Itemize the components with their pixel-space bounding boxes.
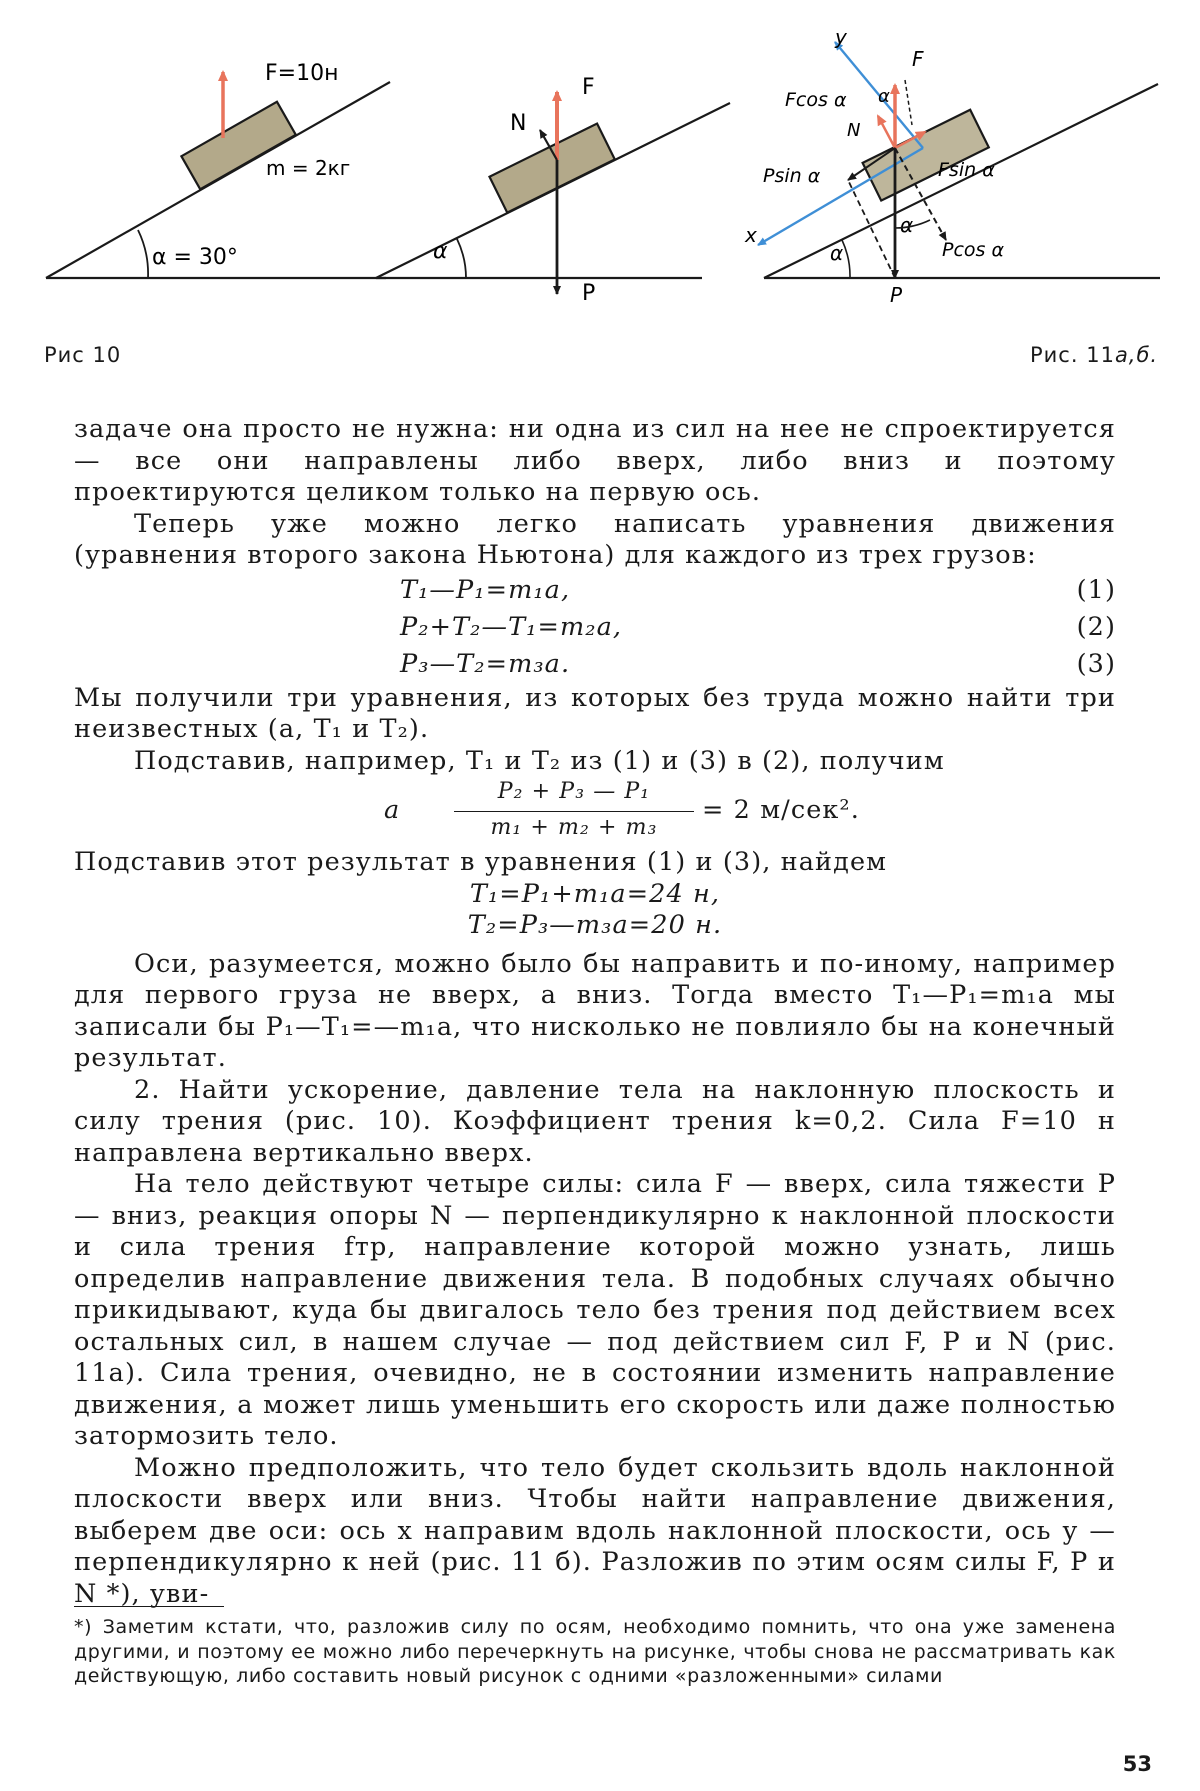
fig11b-fsin-label: Fsin α — [938, 159, 995, 181]
figure-10 — [46, 61, 390, 278]
caption-fig11-suffix: а,б. — [1114, 343, 1159, 367]
fig11b-alpha-mid: α — [900, 213, 914, 237]
fig11b-alpha-base: α — [830, 241, 844, 265]
fig11b-x-label: x — [745, 223, 757, 247]
fig11b-fcos-arrow — [878, 116, 895, 148]
fig10-angle-arc — [138, 230, 148, 278]
equation-1-number: (1) — [1076, 574, 1116, 605]
fig10-force-label: F=10н — [265, 61, 339, 86]
fig11b-alpha-top: α — [878, 86, 890, 107]
fig11a-n-label: N — [510, 111, 527, 136]
paragraph-7: 2. Найти ускорение, давление тела на наклонную плоскость и силу трения (рис. 10). Коэффициент трения k=0,2. Сила F=10 н направлена вертикально вверх. — [74, 1074, 1116, 1168]
fraction-numerator: P₂ + P₃ — P₁ — [497, 779, 651, 804]
fig11b-dash-top — [905, 80, 912, 125]
caption-fig11 — [1030, 343, 1158, 367]
caption-fig10: Рис 10 — [44, 343, 122, 367]
caption-fig11-prefix: Рис. 11 — [1030, 343, 1115, 367]
figure-11a — [376, 75, 730, 306]
figures-row — [30, 20, 1170, 340]
paragraph-9: Можно предположить, что тело будет скользить вдоль наклонной плоскости вверх или вниз. Чтобы найти направление движения, выберем две оси: ось x направим вдоль наклонной плоскости, ось y — перпендикулярно к ней (рис. 11 б). Разложив по этим осям силы F, P и N *), уви- — [74, 1452, 1116, 1609]
equation-2 — [74, 609, 1116, 646]
fig11b-y-label: y — [835, 25, 847, 49]
paragraph-8: На тело действуют четыре силы: сила F — вверх, сила тяжести P — вниз, реакция опоры N — перпендикулярно к наклонной плоскости и сила трения fтр, направление которой можно узнать, лишь определив направление движения тела. В подобных случаях обычно прикидывают, куда бы двигалось тело без трения под действием всех остальных сил, в нашем случае — под действием сил F, P и N (рис. 11а). Сила трения, очевидно, не в состоянии изменить направление движения, а может лишь уменьшить его скорость или даже полностью затормозить тело. — [74, 1169, 1116, 1451]
equation-5: T₂=P₃—m₃a=20 н. — [467, 909, 723, 940]
fig11b-f-label: F — [912, 47, 924, 71]
equation-1 — [74, 572, 1116, 609]
fraction-lhs: a — [384, 795, 401, 825]
fig11a-block — [489, 124, 614, 213]
equation-1-body: T₁—P₁=m₁a, — [400, 574, 571, 605]
fig11a-angle-arc — [457, 239, 466, 278]
fig10-angle-label: α = 30° — [152, 245, 238, 270]
page-number: 53 — [1122, 1752, 1152, 1776]
figures-svg — [30, 20, 1170, 340]
equation-2-number: (2) — [1076, 611, 1116, 642]
paragraph-3: Мы получили три уравнения, из которых без труда можно найти три неизвестных (a, T₁ и T₂). — [74, 682, 1116, 744]
paragraph-6: Оси, разумеется, можно было бы направить и по-иному, например для первого груза не вверх, а вниз. Тогда вместо T₁—P₁=m₁a мы записали бы P₁—T₁=—m₁a, что нисколько не повлияло бы на конечный результат. — [74, 948, 1116, 1073]
fig11b-psin-label: Psin α — [763, 165, 821, 187]
fraction-denominator: m₁ + m₂ + m₃ — [490, 815, 658, 840]
paragraph-2: Теперь уже можно легко написать уравнения движения (уравнения второго закона Ньютона) для каждого из трех грузов: — [74, 508, 1116, 570]
fig11b-p-label: P — [890, 283, 903, 307]
paragraph-4: Подставив, например, T₁ и T₂ из (1) и (3) в (2), получим — [134, 745, 945, 776]
fig11b-angle-arc — [842, 240, 850, 278]
fraction-bar — [454, 811, 694, 812]
main-text — [74, 414, 1116, 1610]
fraction-equation — [74, 777, 1116, 847]
footnote-rule — [74, 1606, 224, 1607]
fig11b-n-label: N — [847, 120, 861, 141]
paragraph-5: Подставив этот результат в уравнения (1) и (3), найдем — [74, 847, 888, 877]
equation-3-number: (3) — [1076, 648, 1116, 679]
equation-2-body: P₂+T₂—T₁=m₂a, — [400, 611, 623, 642]
footnote: *) Заметим кстати, что, разложив силу по осям, необходимо помнить, что она уже заменена другими, и поэтому ее можно либо перечеркнуть на рисунке, чтобы снова не рассматривать как действующую, либо составить новый рисунок с одними «разложенными» силами — [74, 1616, 1116, 1687]
fig11a-p-label: P — [582, 281, 596, 306]
fig11b-x-axis — [758, 148, 923, 245]
equation-3-body: P₃—T₂=m₃a. — [400, 648, 571, 679]
equation-3 — [74, 646, 1116, 683]
equation-4: T₁=P₁+m₁a=24 н, — [469, 878, 721, 909]
fig10-mass-label: m = 2кг — [266, 156, 351, 180]
fig11a-alpha-label: α — [433, 239, 448, 264]
paragraph-1: задаче она просто не нужна: ни одна из сил на нее не спроектируется— все они направлены либо вверх, либо вниз и поэтому проектируются целиком только на первую ось. — [74, 414, 1116, 507]
fraction-result: = 2 м/сек². — [702, 795, 860, 825]
fig11b-fcos-label: Fcos α — [785, 89, 847, 111]
figure-11b — [744, 25, 1160, 307]
fig11a-f-label: F — [582, 75, 595, 100]
fig11b-pcos-label: Pcos α — [942, 239, 1004, 261]
